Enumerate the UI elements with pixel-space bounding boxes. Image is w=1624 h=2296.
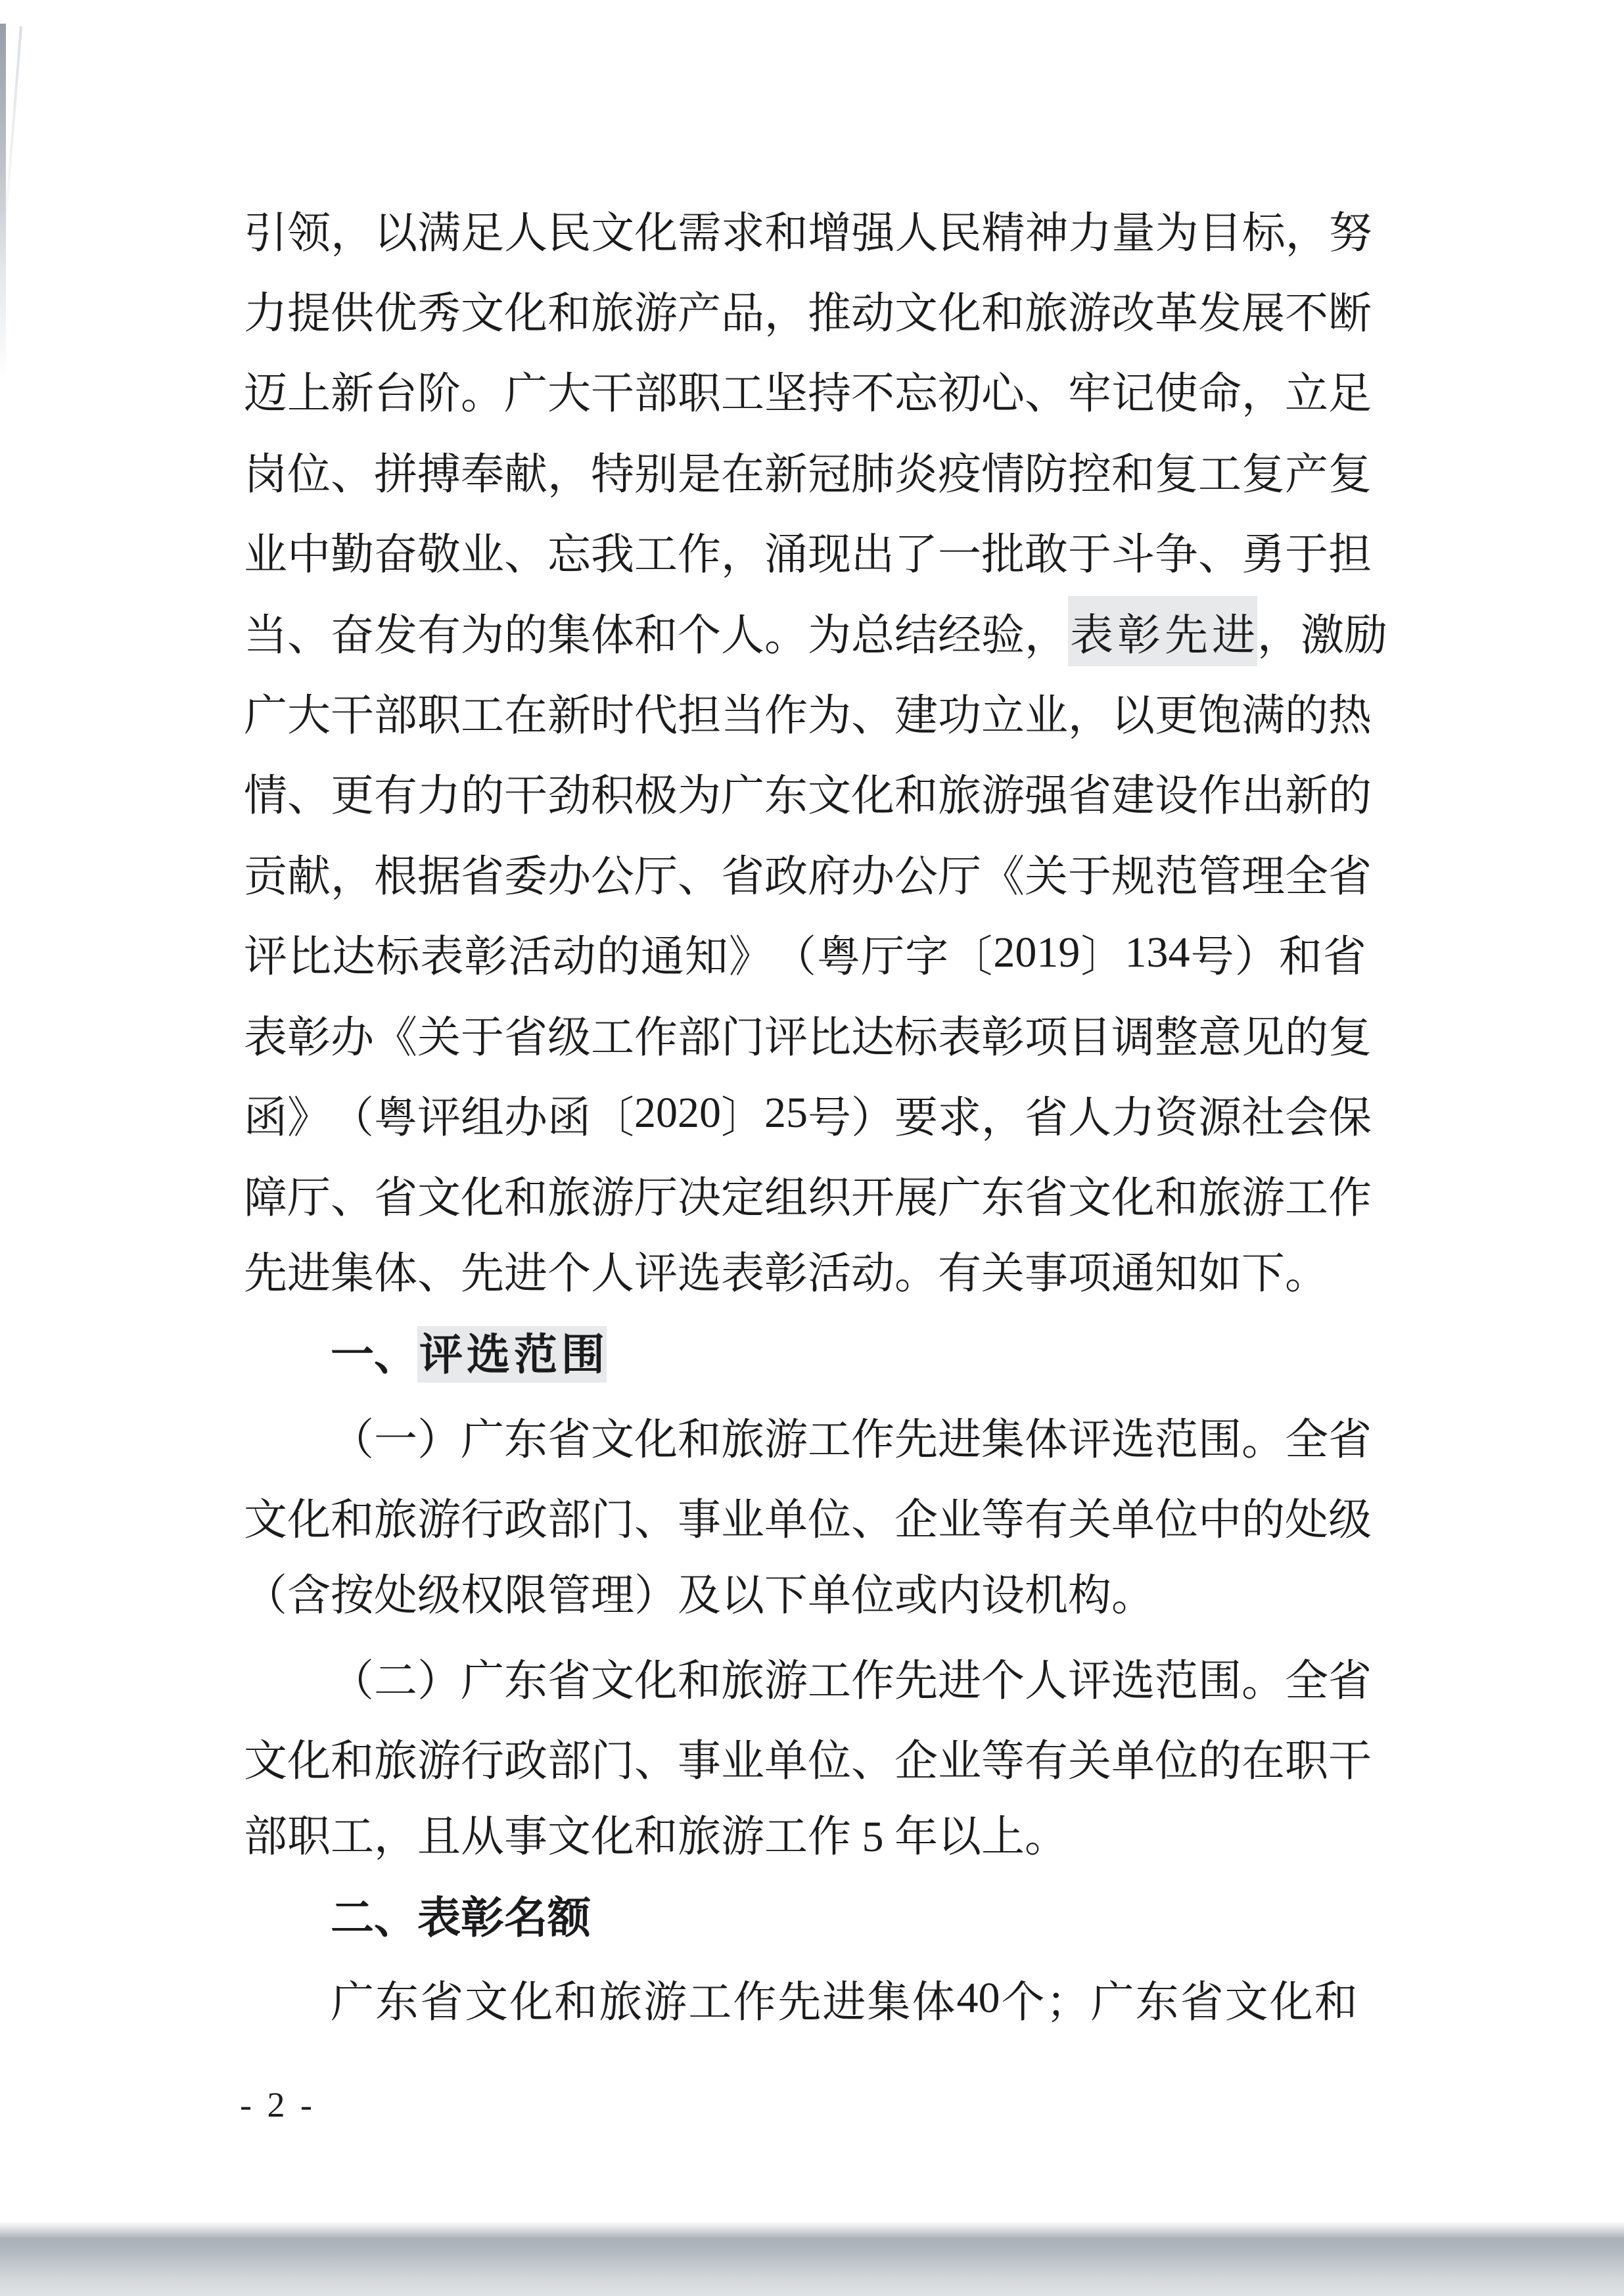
document-body bbox=[0, 189, 1624, 2038]
text-line: 广 大 干 部 职 工 在 新 时 代 担 当 作 为 、 建 功 立 业 ， 以 更 饱 满 的 热 bbox=[244, 692, 1372, 741]
text-line: 迈 上 新 台 阶 。 广 大 干 部 职 工 坚 持 不 忘 初 心 、 牢 记 使 命 ， 立 足 bbox=[244, 370, 1372, 419]
text-line: 评 比 达 标 表 彰 活 动 的 通 知 》 （ 粤 厅 字 〔 2019 〕 134 号 ） 和 省 bbox=[244, 928, 1366, 982]
text-line: （ 一 ） 广 东 省 文 化 和 旅 游 工 作 先 进 集 体 评 选 范 围 。 全 省 bbox=[331, 1415, 1372, 1464]
text-line: 当 、 奋 发 有 为 的 集 体 和 个 人 。 为 总 结 经 验 ， 表 彰 先 进 ， 激 励 bbox=[244, 591, 1369, 671]
text-line: 文 化 和 旅 游 行 政 部 门 、 事 业 单 位 、 企 业 等 有 关 单 位 的 在 职 干 bbox=[244, 1737, 1372, 1786]
scan-shadow-bottom bbox=[0, 2221, 1624, 2296]
text-line: 引 领 ， 以 满 足 人 民 文 化 需 求 和 增 强 人 民 精 神 力 量 为 目 标 ， 努 bbox=[244, 209, 1372, 258]
page-number: - 2 - bbox=[240, 2085, 315, 2124]
text-line: 先进集体、先进个人评选表彰活动。有关事项通知如下。 bbox=[244, 1250, 1328, 1298]
text-line: 部职工，且从事文化和旅游工作 5 年以上。 bbox=[244, 1812, 1068, 1861]
text-line: 岗 位 、 拼 搏 奉 献 ， 特 别 是 在 新 冠 肺 炎 疫 情 防 控 和 复 工 复 产 复 bbox=[244, 450, 1372, 499]
text-line: 情 、 更 有 力 的 干 劲 积 极 为 广 东 文 化 和 旅 游 强 省 建 设 作 出 新 的 bbox=[244, 772, 1372, 821]
text-line: 贡 献 ， 根 据 省 委 办 公 厅 、 省 政 府 办 公 厅 《 关 于 规 范 管 理 全 省 bbox=[244, 852, 1372, 901]
text-line: （含按处级权限管理）及以下单位或内设机构。 bbox=[244, 1571, 1155, 1620]
text-line: 文 化 和 旅 游 行 政 部 门 、 事 业 单 位 、 企 业 等 有 关 单 位 中 的 处 级 bbox=[244, 1496, 1372, 1544]
text-line: 力 提 供 优 秀 文 化 和 旅 游 产 品 ， 推 动 文 化 和 旅 游 改 革 发 展 不 断 bbox=[244, 290, 1372, 338]
text-line: 业 中 勤 奋 敬 业 、 忘 我 工 作 ， 涌 现 出 了 一 批 敢 于 斗 争 、 勇 于 担 bbox=[244, 531, 1372, 580]
heading-line: 一、评选范围 bbox=[331, 1314, 1624, 1394]
text-line: 广 东 省 文 化 和 旅 游 工 作 先 进 集 体 40 个 ； 广 东 省 文 化 和 bbox=[331, 1973, 1358, 2027]
text-line: 函 》 （ 粤 评 组 办 函 〔 2020 〕 25 号 ） 要 求 ， 省 人 力 资 源 社 会 保 bbox=[244, 1089, 1372, 1142]
text-line: 表 彰 办 《 关 于 省 级 工 作 部 门 评 比 达 标 表 彰 项 目 调 整 意 见 的 复 bbox=[244, 1013, 1372, 1062]
text-line: （ 二 ） 广 东 省 文 化 和 旅 游 工 作 先 进 个 人 评 选 范 围 。 全 省 bbox=[331, 1657, 1372, 1705]
text-line: 障 厅 、 省 文 化 和 旅 游 厅 决 定 组 织 开 展 广 东 省 文 化 和 旅 游 工 作 bbox=[244, 1174, 1372, 1223]
heading-line: 二、表彰名额 bbox=[331, 1893, 591, 1942]
